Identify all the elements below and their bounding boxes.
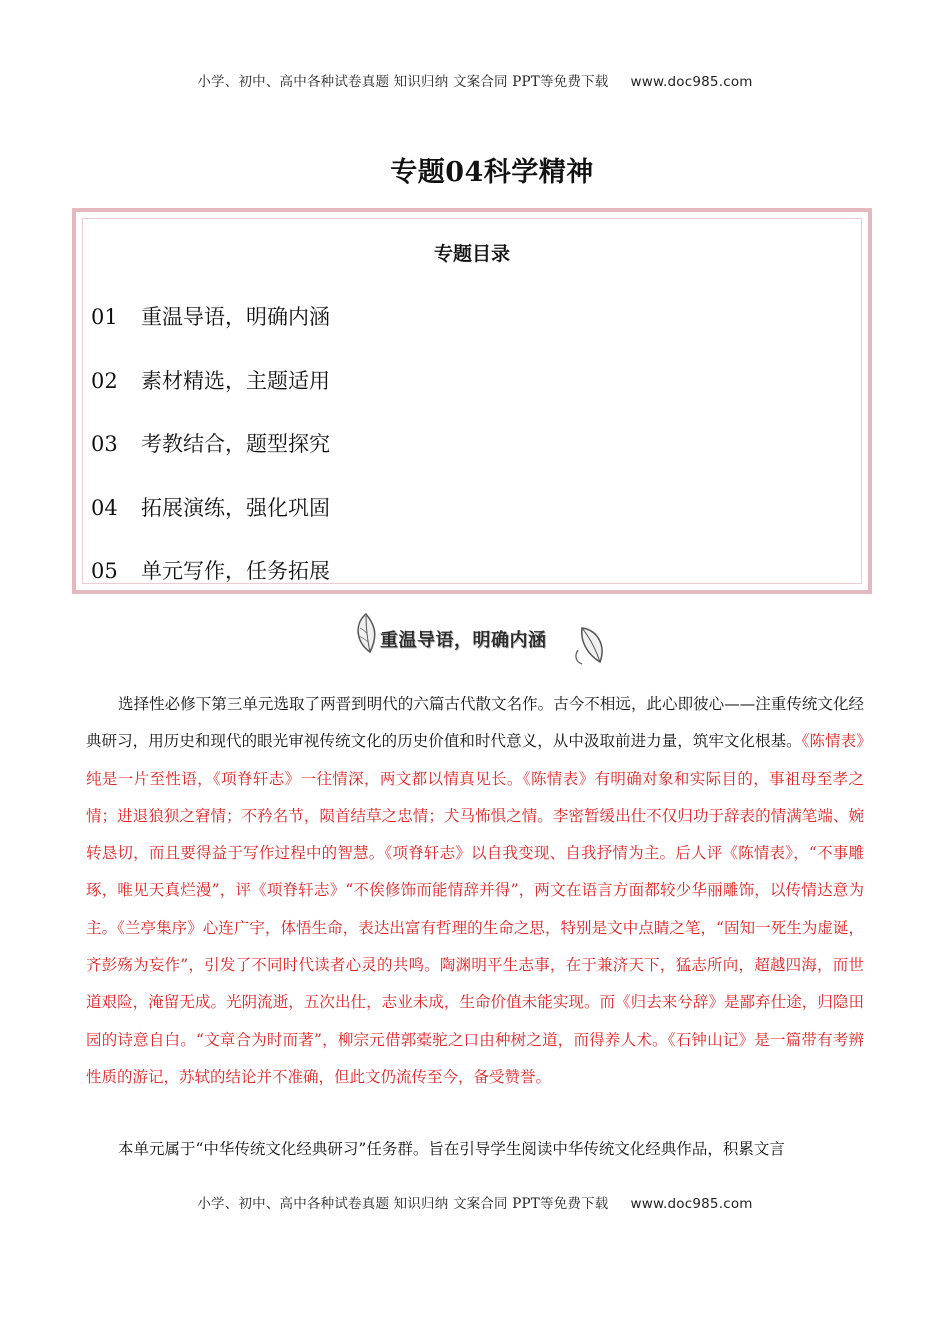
header-text: 小学、初中、高中各种试卷真题 知识归纳 文案合同 PPT等免费下载 xyxy=(197,74,609,90)
toc-box xyxy=(72,208,872,594)
toc-item-label: 考教结合，题型探究 xyxy=(141,432,330,456)
toc-item-number: 04 xyxy=(91,496,118,520)
intro-text-black: 选择性必修下第三单元选取了两晋到明代的六篇古代散文名作。古今不相远，此心即彼心——注重传统文化经典研习，用历史和现代的眼光审视传统文化的历史价值和时代意义，从中汲取前进力量，筑牢文化根基。 xyxy=(86,695,864,751)
toc-item-number: 05 xyxy=(91,559,118,583)
intro-paragraph xyxy=(86,686,864,1096)
toc-item[interactable] xyxy=(91,428,330,458)
toc-item-label: 单元写作，任务拓展 xyxy=(141,559,330,583)
toc-item[interactable] xyxy=(91,365,330,395)
toc-heading: 专题目录 xyxy=(433,243,510,265)
toc-item[interactable] xyxy=(91,301,330,331)
toc-item-label: 素材精选，主题适用 xyxy=(141,369,330,393)
banner-text: 重温导语，明确内涵 xyxy=(380,630,547,651)
toc-item-number: 02 xyxy=(91,369,118,393)
page-title: 专题04科学精神 xyxy=(390,157,594,188)
toc-item-number: 03 xyxy=(91,432,118,456)
footer-site-link[interactable]: www.doc985.com xyxy=(630,1196,753,1212)
page-header xyxy=(0,70,950,90)
unit-paragraph xyxy=(86,1131,864,1168)
toc-item-label: 重温导语，明确内涵 xyxy=(141,305,330,329)
toc-item-number: 01 xyxy=(91,305,118,329)
leaf-icon xyxy=(572,620,612,668)
intro-text-red: 《陈情表》纯是一片至性语，《项脊轩志》一往情深，两文都以情真见长。《陈情表》有明确对象和实际目的，事祖母至孝之情；进退狼狈之窘情；不矜名节，陨首结草之忠情；犬马怖惧之情。李密暂缓出仕不仅归功于辞表的情满笔端、婉转恳切，而且要得益于写作过程中的智慧。《项脊轩志》以自我变现、自我抒情为主。后人评《陈情表》，“不事雕琢，唯见天真烂漫”，评《项脊轩志》“不俟修饰而能情辞并得”，两文在语言方面都较少华丽雕饰，以传情达意为主。《兰亭集序》心连广宇，体悟生命，表达出富有哲理的生命之思，特别是文中点睛之笔，“固知一死生为虚诞，齐彭殇为妄作”，引发了不同时代读者心灵的共鸣。陶渊明平生志事，在于兼济天下，猛志所向，超越四海，而世道艰险，淹留无成。光阴流逝，五次出仕，志业未成，生命价值未能实现。而《归去来兮辞》是鄙弃仕途，归隐田园的诗意自白。“文章合为时而著”，柳宗元借郭橐驼之口由种树之道，而得养人术。《石钟山记》是一篇带有考辨性质的游记，苏轼的结论并不准确，但此文仍流传至今，备受赞誉。 xyxy=(86,732,864,1086)
footer-text: 小学、初中、高中各种试卷真题 知识归纳 文案合同 PPT等免费下载 xyxy=(197,1196,609,1212)
toc-item[interactable] xyxy=(91,555,330,585)
toc-item-label: 拓展演练，强化巩固 xyxy=(141,496,330,520)
section-banner xyxy=(350,606,610,668)
page-footer xyxy=(0,1192,950,1212)
toc-item[interactable] xyxy=(91,492,330,522)
header-site-link[interactable]: www.doc985.com xyxy=(630,74,753,90)
unit-text: 本单元属于“中华传统文化经典研习”任务群。旨在引导学生阅读中华传统文化经典作品，积累文言 xyxy=(118,1140,785,1158)
toc-inner-frame xyxy=(82,218,862,584)
